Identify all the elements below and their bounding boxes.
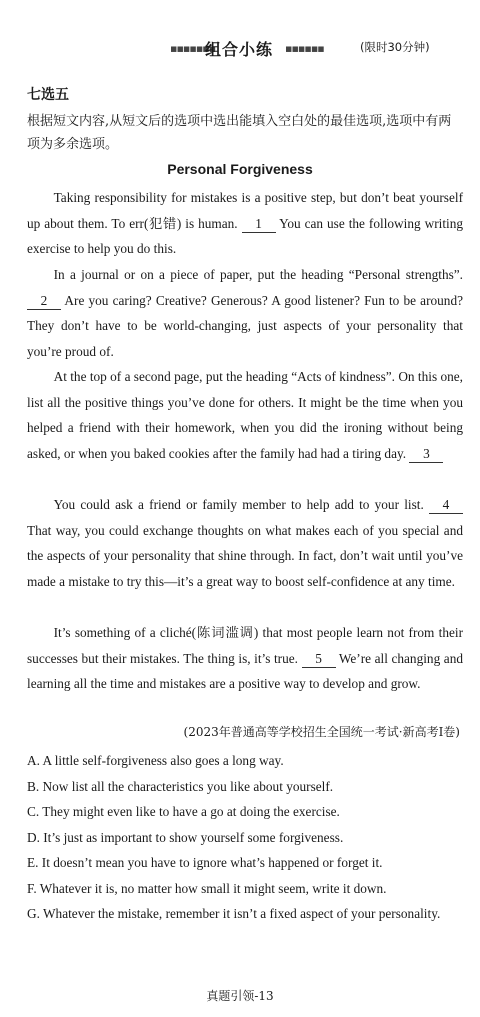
time-limit: (限时30分钟) xyxy=(360,40,430,54)
blank-5: 5 xyxy=(302,651,336,668)
paragraph-text: In a journal or on a piece of paper, put the heading “Personal strengths”. xyxy=(53,267,463,282)
decorative-dots-left: ▪▪▪▪▪▪▪ xyxy=(170,42,216,55)
paragraph-text: It’s something of a cliché(陈词滥调) that most people learn not from their successes but their mistakes. The thing is, it’s true. xyxy=(27,625,463,666)
decorative-dots-right: ▪▪▪▪▪▪ xyxy=(285,42,324,55)
source-citation: (2023年普通高等学校招生全国统一考试·新高考Ⅰ卷) xyxy=(183,725,460,739)
paragraph-4 xyxy=(27,492,463,594)
options-list xyxy=(27,748,467,927)
paragraph-text: You could ask a friend or family member to help add to your list. xyxy=(53,497,429,512)
paragraph-text: We’re all changing and learning all the time and mistakes are a positive way to develop and grow. xyxy=(27,650,463,691)
paragraph-3 xyxy=(27,364,463,466)
option-g: G. Whatever the mistake, remember it isn’t a fixed aspect of your personality. xyxy=(27,906,441,921)
page-footer: 真题引领-13 xyxy=(206,989,274,1003)
blank-1: 1 xyxy=(242,216,276,233)
option-c: C. They might even like to have a go at doing the exercise. xyxy=(27,804,340,819)
paragraph-2 xyxy=(27,262,463,364)
paragraph-text: You can use the following writing exercise to help you do this. xyxy=(27,215,464,256)
paragraph-1 xyxy=(27,185,463,262)
blank-3: 3 xyxy=(409,446,443,463)
passage-title: Personal Forgiveness xyxy=(167,161,313,177)
blank-4: 4 xyxy=(429,497,463,514)
option-e: E. It doesn’t mean you have to ignore what’s happened or forget it. xyxy=(27,855,383,870)
paragraph-text: At the top of a second page, put the heading “Acts of kindness”. On this one, list all the positive things you’ve done for others. It might be the time when you helped a friend with their homework, when you did the ironing without being asked, or when you baked cookies after the family had had a tiring day. xyxy=(27,369,463,461)
header-title: 组合小练 xyxy=(205,40,274,59)
section-title: 七选五 xyxy=(27,87,69,103)
option-b: B. Now list all the characteristics you like about yourself. xyxy=(27,778,334,794)
paragraph-text: Are you caring? Creative? Generous? A good listener? Fun to be around? They don’t have to be world-changing, just aspects of your personality that you’re proud of. xyxy=(27,292,463,359)
option-a: A. A little self-forgiveness also goes a long way. xyxy=(27,753,284,768)
instructions: 根据短文内容,从短文后的选项中选出能填入空白处的最佳选项,选项中有两项为多余选项。 xyxy=(27,114,452,152)
option-d: D. It’s just as important to show yourself some forgiveness. xyxy=(27,829,344,845)
paragraph-5 xyxy=(27,620,463,697)
paragraph-text: That way, you could exchange thoughts on what makes each of you special and the aspects of your personality that shine through. In fact, don’t wait until you’ve made a mistake to try this—it’s a great way to boost self-confidence at any time. xyxy=(27,522,463,589)
paragraph-text: Taking responsibility for mistakes is a positive step, but don’t beat yourself up about them. To err(犯错) is human. xyxy=(27,190,463,231)
page-header xyxy=(0,34,480,64)
option-f: F. Whatever it is, no matter how small it might seem, write it down. xyxy=(27,880,387,896)
blank-2: 2 xyxy=(27,293,61,310)
